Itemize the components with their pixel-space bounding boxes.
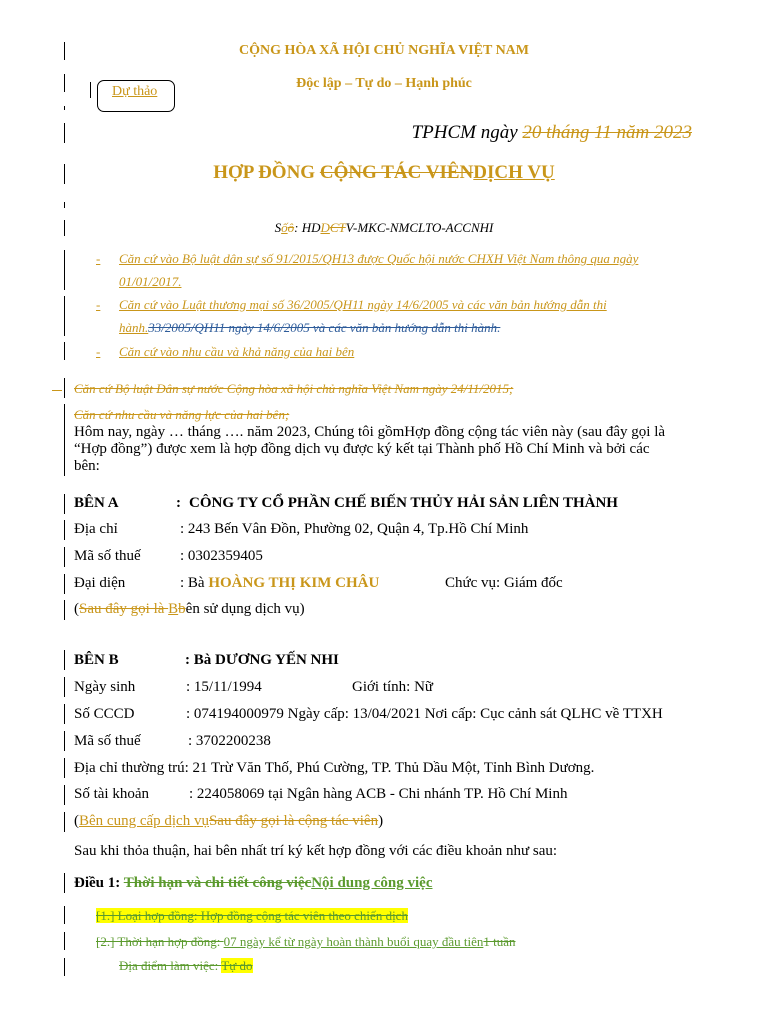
article-1-heading bbox=[74, 875, 432, 892]
change-bar bbox=[64, 958, 65, 976]
motto: Độc lập – Tự do – Hạnh phúc bbox=[296, 76, 472, 91]
change-bar bbox=[64, 494, 65, 514]
basis-1-text: Căn cứ vào Bộ luật dân sự số 91/2015/QH13 được Quốc hội nước CHXH Việt Nam thông qua ngày bbox=[119, 251, 639, 266]
number-suffix: V-MKC-NMCLTO-ACCNHI bbox=[345, 220, 494, 235]
party-a-label: BÊN A bbox=[74, 495, 119, 511]
change-bar bbox=[64, 600, 65, 620]
article-1-struck: Thời hạn và chi tiết công việc bbox=[123, 875, 312, 891]
alias-b-ins: Bên cung cấp dịch vụ bbox=[79, 813, 209, 829]
basis-2-text2: hành. bbox=[119, 320, 149, 335]
party-a-tax-label: Mã số thuế bbox=[74, 548, 141, 564]
party-a-rep bbox=[180, 575, 379, 592]
party-a-rep-name: HOÀNG THỊ KIM CHÂU bbox=[208, 575, 380, 591]
nation-heading: CỘNG HÒA XÃ HỘI CHỦ NGHĨA VIỆT NAM bbox=[238, 43, 529, 58]
number-prefix: S bbox=[274, 220, 282, 235]
change-bar bbox=[64, 250, 65, 290]
number-struck1: ô bbox=[287, 220, 295, 235]
agreement-text: Sau khi thỏa thuận, hai bên nhất trí ký kết hợp đồng với các điều khoản như sau: bbox=[74, 843, 558, 859]
basis-1-dash: - bbox=[96, 251, 101, 266]
change-bar bbox=[64, 123, 65, 143]
change-bar bbox=[64, 378, 65, 398]
number-mid: : HD bbox=[294, 220, 321, 235]
alias-struck2: b bbox=[178, 601, 186, 617]
place-date-struck: 20 tháng 11 năm 2023 bbox=[522, 122, 692, 143]
party-a-address-label: Địa chỉ bbox=[74, 521, 118, 537]
change-bar bbox=[64, 906, 65, 924]
change-bar bbox=[64, 785, 65, 805]
party-b-tax-label: Mã số thuế bbox=[74, 733, 141, 749]
party-b-account: : 224058069 tại Ngân hàng ACB - Chi nhánh TP. Hồ Chí Minh bbox=[189, 786, 568, 802]
item-2-label: [2.] Thời hạn hợp đồng: bbox=[96, 934, 224, 949]
change-bar bbox=[64, 704, 65, 724]
draft-badge-label: Dự thảo bbox=[112, 84, 158, 99]
place-date bbox=[412, 122, 692, 144]
alias-rest: ên sử dụng dịch vụ) bbox=[185, 601, 305, 617]
basis-3-dash: - bbox=[96, 344, 101, 359]
party-b-label: BÊN B bbox=[74, 652, 119, 668]
party-a-alias bbox=[74, 601, 305, 618]
number-ins2: D bbox=[320, 220, 330, 235]
party-b-dob-label: Ngày sinh bbox=[74, 679, 136, 695]
intro-line-1: Hôm nay, ngày … tháng …. năm 2023, Chúng tôi gồmHợp đồng cộng tác viên này (sau đây gọi là bbox=[74, 424, 666, 440]
party-a-name: CÔNG TY CỔ PHẦN CHẾ BIẾN THỦY HẢI SẢN LIÊN THÀNH bbox=[189, 495, 618, 511]
article-1-place bbox=[119, 958, 253, 974]
change-bar bbox=[64, 202, 65, 208]
party-b-tax: : 3702200238 bbox=[188, 733, 271, 749]
change-bar bbox=[64, 932, 65, 950]
alias-open: ( bbox=[74, 601, 79, 617]
article-1-inserted: Nội dung công việc bbox=[311, 875, 433, 891]
title-inserted: DỊCH VỤ bbox=[473, 162, 555, 183]
item-1-text: [1.] Loại hợp đồng: Hợp đồng cộng tác viên theo chiến dịch bbox=[96, 908, 408, 923]
number-ins1: ố bbox=[281, 220, 288, 235]
change-bar bbox=[64, 677, 65, 697]
party-b-alias bbox=[74, 813, 383, 830]
change-bar bbox=[64, 404, 65, 476]
intro-line-2: “Hợp đồng”) được xem là hợp đồng dịch vụ được ký kết tại Thành phố Hồ Chí Minh và bởi các bbox=[74, 441, 650, 457]
alias-ins: B bbox=[168, 601, 179, 617]
struck-basis-1: Căn cứ Bộ luật Dân sự nước Cộng hòa xã hội chủ nghĩa Việt Nam ngày 24/11/2015; bbox=[74, 381, 514, 396]
contract-number bbox=[0, 220, 768, 236]
basis-2-dash: - bbox=[96, 297, 101, 312]
basis-3-text: Căn cứ vào nhu cầu và khả năng của hai bên bbox=[119, 344, 355, 359]
place-value: Tự do bbox=[221, 958, 253, 973]
party-b-id-label: Số CCCD bbox=[74, 706, 135, 722]
party-b-id: : 074194000979 Ngày cấp: 13/04/2021 Nơi cấp: Cục cảnh sát QLHC về TTXH bbox=[186, 706, 663, 722]
party-b-gender: Giới tính: Nữ bbox=[352, 679, 434, 695]
change-bar bbox=[64, 547, 65, 567]
title-part1: HỢP ĐỒNG bbox=[213, 162, 320, 183]
contract-title bbox=[0, 162, 768, 184]
party-a-rep-prefix: : Bà bbox=[180, 575, 209, 591]
deletion-marker bbox=[52, 390, 62, 391]
party-a-rep-label: Đại diện bbox=[74, 575, 126, 591]
number-struck2: CT bbox=[329, 220, 346, 235]
article-1-item-1 bbox=[96, 908, 408, 924]
change-bar bbox=[64, 106, 65, 110]
title-struck: CỘNG TÁC VIÊN bbox=[319, 162, 474, 183]
change-bar bbox=[64, 731, 65, 751]
intro-line-3: bên: bbox=[74, 458, 100, 474]
alias-b-struck: Sau đây gọi là cộng tác viên bbox=[208, 813, 379, 829]
alias-b-close: ) bbox=[378, 813, 384, 829]
article-1-item-2 bbox=[96, 934, 516, 950]
place-label: Địa điểm làm việc: bbox=[119, 958, 222, 973]
article-1-label: Điều 1: bbox=[74, 875, 124, 891]
change-bar bbox=[64, 650, 65, 670]
party-a-colon: : bbox=[176, 495, 181, 511]
item-2-struck: 1 tuần bbox=[483, 934, 516, 949]
place-date-prefix: TPHCM ngày bbox=[411, 122, 523, 143]
alias-b-open: ( bbox=[74, 813, 79, 829]
party-b-name: : Bà DƯƠNG YẾN NHI bbox=[185, 652, 339, 668]
change-bar bbox=[64, 758, 65, 778]
basis-2-line2 bbox=[119, 320, 500, 336]
basis-2-struck: 33/2005/QH11 ngày 14/6/2005 và các văn bản hướng dẫn thi hành. bbox=[148, 320, 501, 335]
party-a-tax: : 0302359405 bbox=[180, 548, 263, 564]
change-bar bbox=[64, 342, 65, 360]
change-bar bbox=[64, 873, 65, 893]
party-a-position: Chức vụ: Giám đốc bbox=[445, 575, 563, 591]
struck-basis-2: Căn cứ nhu cầu và năng lực của hai bên; bbox=[74, 407, 290, 422]
basis-1-text2: 01/01/2017. bbox=[119, 274, 182, 289]
party-b-dob: : 15/11/1994 bbox=[186, 679, 262, 695]
item-2-inserted: 07 ngày kể từ ngày hoàn thành buổi quay đầu tiên bbox=[223, 934, 484, 949]
change-bar bbox=[64, 574, 65, 594]
basis-2-text: Căn cứ vào Luật thương mại số 36/2005/QH11 ngày 14/6/2005 và các văn bản hướng dẫn thi bbox=[119, 297, 607, 312]
change-bar bbox=[64, 296, 65, 336]
party-b-account-label: Số tài khoản bbox=[74, 786, 149, 802]
party-b-residence: Địa chỉ thường trú: 21 Trừ Văn Thố, Phú Cường, TP. Thủ Dầu Một, Tỉnh Bình Dương. bbox=[74, 760, 595, 776]
party-a-address: : 243 Bến Vân Đồn, Phường 02, Quận 4, Tp.Hồ Chí Minh bbox=[180, 521, 529, 537]
draft-badge[interactable] bbox=[97, 80, 175, 112]
change-bar bbox=[64, 812, 65, 832]
change-bar bbox=[64, 520, 65, 540]
alias-struck: Sau đây gọi là bbox=[79, 601, 169, 617]
